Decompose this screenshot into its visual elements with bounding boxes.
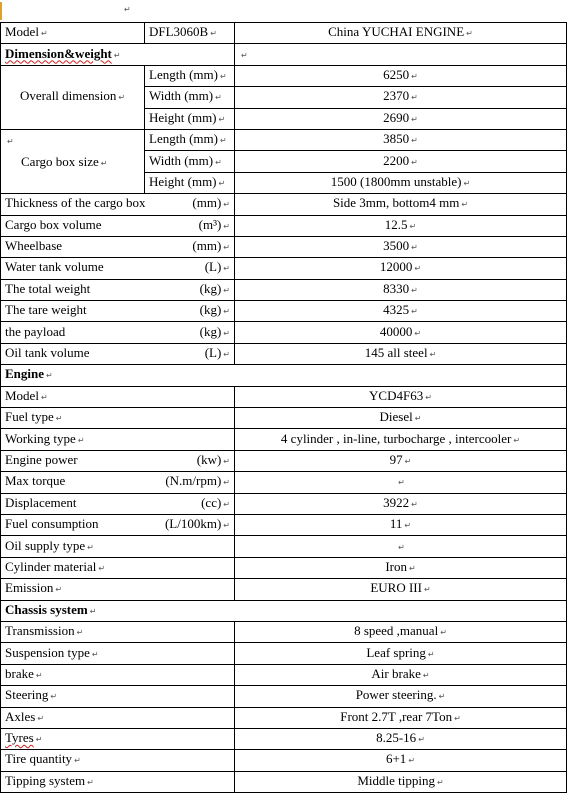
engine-spec-name-cell [1,472,235,493]
spec-value [235,215,567,236]
table-row [1,343,567,364]
engine-spec-name-cell [1,493,235,514]
engine-spec-name-cell [1,536,235,557]
spec-name-wrap [5,389,230,405]
spec-name: Tire quantity [5,751,73,767]
table-row [1,621,567,642]
spec-value [235,194,567,215]
engine-spec-value [235,450,567,471]
spec-name-wrap [5,282,230,298]
spec-value-text: 97 [389,452,403,467]
spec-value-text: Front 2.7T ,rear 7Ton [340,708,453,724]
engine-spec-value [235,386,567,407]
spec-value-text: 12.5 [384,216,408,232]
engine-spec-name-cell [1,450,235,471]
cargo-width-label: Width (mm) ↵ [145,151,235,172]
table-row [1,472,567,493]
spec-name: Emission [5,580,54,596]
spec-value-text: Middle tipping [357,772,435,788]
spec-value [235,258,567,279]
table-row [1,65,567,86]
spec-name-cell [1,322,235,343]
spec-name-wrap [5,346,230,362]
chassis-spec-value [235,707,567,728]
spec-name: The total weight [5,280,91,296]
spec-value-text: Diesel [379,409,413,425]
engine-spec-value [235,579,567,600]
paragraph-mark-icon: ↵ [423,585,431,595]
spec-value-text: 4 cylinder , in-line, turbocharge , intercooler [280,430,512,446]
spec-value-text: 11 [389,516,403,532]
paragraph-mark-icon: ↵ [124,5,131,14]
spec-name: Steering [5,687,49,703]
paragraph-mark-icon: ↵ [427,649,435,659]
engine-brand: China YUCHAI ENGINE ↵ [235,23,567,44]
spec-name-cell [1,301,235,322]
table-row [1,301,567,322]
paragraph-mark-icon: ↵ [411,307,418,317]
spec-value-text: Air brake [371,665,421,681]
spec-value [235,236,567,257]
spec-name-cell [1,258,235,279]
table-row [1,579,567,600]
spec-unit: (mm) [192,238,222,254]
spec-unit: (kg) [199,302,222,318]
paragraph-mark-icon: ↵ [50,692,58,702]
paragraph-mark-icon: ↵ [404,521,412,531]
engine-spec-value [235,493,567,514]
spec-unit: (mm) [192,195,222,211]
section-title-chassis [1,600,567,621]
spec-value [235,301,567,322]
spec-name-left [5,474,65,490]
spec-name: Fuel consumption [5,516,99,532]
spec-value-text: Power steering. [355,687,437,703]
paragraph-mark-icon: ↵ [223,478,230,488]
spec-name-left [5,453,78,469]
paragraph-mark-icon: ↵ [422,670,430,680]
paragraph-mark-icon: ↵ [440,628,447,638]
spec-table [0,22,567,793]
section-value-blank: ↵ [235,44,567,65]
section-title-dimension: Dimension&weight ↵ [1,44,235,65]
spec-name-left [5,581,62,597]
spec-unit-wrap [192,239,230,255]
table-row [1,129,567,150]
chassis-spec-value [235,686,567,707]
spec-name: The tare weight [5,302,87,318]
spec-name: Water tank volume [5,259,104,275]
paragraph-mark-icon: ↵ [55,414,63,424]
spec-name: Fuel type [5,409,54,425]
paragraph-mark-icon: ↵ [223,200,230,210]
spec-unit: (cc) [201,494,222,510]
spec-value-text: 3922 [383,494,410,510]
spec-unit-wrap [201,496,230,512]
spec-unit: (L) [204,345,222,361]
paragraph-mark-icon: ↵ [436,777,444,787]
spec-value-text: 40000 [379,323,413,339]
overall-length-value: 6250 ↵ [235,65,567,86]
engine-spec-value [235,429,567,450]
engine-spec-name-cell [1,386,235,407]
table-row [1,750,567,771]
spec-name: Transmission [5,623,75,639]
spec-unit: (kg) [199,323,222,339]
spec-name-wrap [5,474,230,490]
margin-marker [0,2,2,20]
paragraph-mark-icon: ↵ [46,371,53,381]
spec-name: Wheelbase [5,238,63,254]
chassis-spec-value [235,750,567,771]
paragraph-mark-icon: ↵ [414,414,422,424]
paragraph-mark-icon: ↵ [89,606,97,616]
chassis-spec-value [235,771,567,792]
spec-value-text: 4325 [383,302,410,318]
spec-name-cell [1,279,235,300]
spec-unit-wrap [197,453,230,469]
table-row [1,23,567,44]
spec-name-wrap [5,581,230,597]
paragraph-mark-icon: ↵ [398,542,405,552]
chassis-spec-name-cell [1,643,235,664]
paragraph-mark-icon: ↵ [223,457,230,466]
engine-spec-name-cell [1,408,235,429]
cargo-height-label: Height (mm) ↵ [145,172,235,193]
chassis-spec-value [235,728,567,749]
spec-value [235,322,567,343]
paragraph-mark-icon: ↵ [414,264,422,274]
paragraph-mark-icon: ↵ [37,713,45,723]
paragraph-mark-icon: ↵ [74,756,81,766]
cargo-length-value: 3850 ↵ [235,129,567,150]
table-row [1,236,567,257]
spec-unit: (kg) [199,280,222,296]
paragraph-mark-icon: ↵ [408,563,416,573]
table-row [1,536,567,557]
engine-spec-name-cell [1,429,235,450]
spec-value-text: 3500 [383,238,410,254]
table-row [1,771,567,792]
spec-unit: (N.m/rpm) [165,473,222,489]
spec-value-text: YCD4F63 [369,387,424,403]
spec-name-left [5,560,105,576]
spec-name-cell [1,236,235,257]
spec-value-text: 8330 [383,280,410,296]
spec-name-wrap [5,303,230,319]
spec-name: Tipping system [5,772,86,788]
spec-unit-wrap [200,282,230,298]
paragraph-mark-icon: ↵ [409,221,417,231]
paragraph-mark-icon: ↵ [414,328,422,338]
table-row [1,728,567,749]
paragraph-mark-icon: ↵ [461,200,469,210]
spec-value-text: Side 3mm, bottom4 mm [332,195,460,211]
spec-name-cell [1,343,235,364]
table-row [1,258,567,279]
spec-name: Tyres [5,730,34,746]
engine-spec-value [235,514,567,535]
paragraph-mark-icon: ↵ [223,521,230,531]
spec-value-text: 145 all steel [364,345,428,361]
spec-name: Axles [5,708,36,724]
table-row [1,643,567,664]
paragraph-mark-icon: ↵ [425,392,432,402]
paragraph-mark-icon: ↵ [454,713,461,723]
spec-name: Engine power [5,452,78,467]
paragraph-mark-icon: ↵ [404,457,412,466]
paragraph-mark-icon: ↵ [411,499,418,509]
table-row [1,194,567,215]
spec-name: Suspension type [5,644,90,660]
spec-name: Cargo box volume [5,216,102,232]
overall-dimension-label: Overall dimension ↵ [1,65,145,129]
table-row [1,664,567,685]
spec-name-wrap [5,239,230,255]
cargo-width-value: 2200 ↵ [235,151,567,172]
paragraph-mark-icon: ↵ [408,756,416,766]
overall-length-label: Length (mm) ↵ [145,65,235,86]
top-blank-line [0,0,567,22]
spec-value-text: EURO III [370,580,422,596]
paragraph-mark-icon: ↵ [98,563,106,573]
paragraph-mark-icon: ↵ [411,285,418,295]
section-title: Engine [5,366,45,382]
spec-name: brake [5,665,34,681]
spec-name-wrap [5,453,230,469]
spec-name-wrap [5,496,230,512]
paragraph-mark-icon: ↵ [91,649,99,659]
spec-value-text: Leaf spring [366,644,426,660]
paragraph-mark-icon: ↵ [418,735,425,745]
spec-unit-wrap [192,196,230,212]
spec-name-wrap [5,410,230,426]
engine-spec-name-cell [1,557,235,578]
table-row [1,450,567,471]
spec-unit-wrap [200,303,230,319]
spec-name: Oil supply type [5,537,86,553]
paragraph-mark-icon: ↵ [398,478,405,488]
engine-spec-name-cell [1,579,235,600]
spec-name-wrap [5,517,230,533]
spec-value [235,343,567,364]
spec-unit-wrap [205,346,230,362]
section-title: Chassis system [5,601,88,617]
table-row [1,707,567,728]
table-row [1,279,567,300]
spec-name-left [5,539,94,555]
spec-name: the payload [5,323,66,339]
table-row [1,600,567,621]
table-row [1,386,567,407]
spec-unit: (L) [204,259,222,275]
spec-value-text: 6+1 [385,751,407,767]
paragraph-mark-icon: ↵ [223,499,230,509]
chassis-spec-name-cell [1,707,235,728]
overall-height-value: 2690 ↵ [235,108,567,129]
paragraph-mark-icon: ↵ [77,435,85,445]
spec-value [235,279,567,300]
chassis-spec-name-cell [1,771,235,792]
cargo-length-label: Length (mm) ↵ [145,129,235,150]
spec-value-text: 8.25-16 [376,730,417,746]
table-row [1,557,567,578]
spec-name: Working type [5,430,76,446]
spec-name-cell [1,215,235,236]
spec-name: Max torque [5,473,66,489]
chassis-spec-name-cell [1,664,235,685]
spec-name: Displacement [5,494,77,510]
table-row [1,429,567,450]
table-row [1,686,567,707]
spec-name: Oil tank volume [5,345,90,361]
paragraph-mark-icon: ↵ [223,243,230,253]
chassis-spec-value [235,621,567,642]
engine-spec-value [235,557,567,578]
spec-name-wrap [5,260,230,276]
spec-value-text: Iron [385,558,407,574]
overall-height-label: Height (mm) ↵ [145,108,235,129]
table-row [1,365,567,386]
spec-unit-wrap [199,218,230,234]
engine-spec-value [235,408,567,429]
paragraph-mark-icon: ↵ [513,435,521,445]
spec-name: Thickness of the cargo box [5,195,146,211]
overall-width-value: 2370 ↵ [235,87,567,108]
engine-spec-value [235,536,567,557]
paragraph-mark-icon: ↵ [87,542,94,552]
table-row [1,493,567,514]
table-row [1,514,567,535]
paragraph-mark-icon: ↵ [429,350,437,360]
chassis-spec-name-cell [1,686,235,707]
spec-name: Cylinder material [5,558,97,574]
table-row [1,215,567,236]
engine-spec-value [235,472,567,493]
spec-name-wrap [5,196,230,212]
spec-name-left [5,410,62,426]
paragraph-mark-icon: ↵ [35,670,43,680]
spec-unit-wrap [165,517,230,533]
model-label: Model ↵ [1,23,145,44]
spec-name-cell [1,194,235,215]
spec-value-text: 12000 [379,259,413,275]
paragraph-mark-icon: ↵ [76,628,84,638]
spec-name-left [5,389,48,405]
spec-unit: (kw) [196,452,222,467]
table-row [1,322,567,343]
paragraph-mark-icon: ↵ [55,585,63,595]
paragraph-mark-icon: ↵ [223,350,230,360]
overall-width-label: Width (mm) ↵ [145,87,235,108]
paragraph-mark-icon: ↵ [223,328,230,338]
model-value: DFL3060B ↵ [145,23,235,44]
spec-unit: (L/100km) [164,516,222,532]
paragraph-mark-icon: ↵ [223,264,230,274]
spec-name-wrap [5,432,230,448]
spec-name-wrap [5,560,230,576]
paragraph-mark-icon: ↵ [35,735,43,745]
section-title-engine [1,365,567,386]
spec-unit-wrap [200,325,230,341]
chassis-spec-name-cell [1,621,235,642]
engine-spec-name-cell [1,514,235,535]
paragraph-mark-icon: ↵ [87,777,94,787]
chassis-spec-name-cell [1,728,235,749]
spec-name-wrap [5,325,230,341]
table-row [1,44,567,65]
cargo-height-value: 1500 (1800mm unstable) ↵ [235,172,567,193]
table-row [1,408,567,429]
paragraph-mark-icon: ↵ [223,285,230,295]
spec-name-wrap [5,218,230,234]
spec-unit: (m³) [198,216,222,232]
chassis-spec-value [235,643,567,664]
chassis-spec-name-cell [1,750,235,771]
paragraph-mark-icon: ↵ [411,243,418,253]
spec-unit-wrap [205,260,230,276]
paragraph-mark-icon: ↵ [223,221,230,231]
spec-name-left [5,496,76,512]
paragraph-mark-icon: ↵ [40,392,48,402]
spec-name: Model [5,387,39,403]
cargo-box-size-label: ↵ Cargo box size ↵ [1,129,145,193]
spec-unit-wrap [165,474,230,490]
chassis-spec-value [235,664,567,685]
paragraph-mark-icon: ↵ [438,692,446,702]
spec-name-left [5,432,85,448]
spec-value-text: 8 speed ,manual [354,623,439,639]
spec-name-wrap [5,539,230,555]
spec-name-left [5,517,99,533]
paragraph-mark-icon: ↵ [223,307,230,317]
